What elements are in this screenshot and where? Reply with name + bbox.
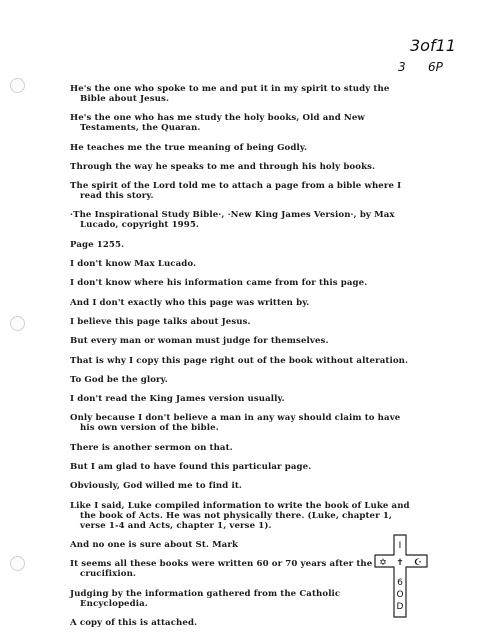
cross-drawing — [373, 533, 429, 619]
paragraph: It seems all these books were written 60 or 70 years after the crucifixion. — [70, 559, 373, 580]
paragraph: Like I said, Luke compiled information to write the book of Luke and the book of Acts. He was not physically there. (Luke, chapter 1, verse 1-4 and Acts, chapter 1, verse 1). — [70, 500, 410, 531]
cross-letter: D — [396, 602, 404, 612]
paragraph: He's the one who spoke to me and put it in my spirit to study the Bible about Jesus. — [70, 84, 390, 104]
christian-cross-icon: ✝ — [396, 558, 404, 568]
star-of-david-icon: ✡ — [379, 558, 387, 568]
paragraph: The spirit of the Lord told me to attach a page from a bible where I read this story. — [70, 181, 402, 202]
paragraph: Only because I don't believe a man in any way should claim to have his own version of the bible. — [70, 413, 401, 434]
paragraph: I don't know where his information came from for this page. — [70, 278, 368, 289]
crescent-star-icon: ☪ — [413, 558, 423, 568]
paragraph: He's the one who has me study the holy books, Old and New Testaments, the Quaran. — [70, 113, 365, 134]
page-code-mark: 6P — [428, 60, 443, 74]
paragraph: And no one is sure about St. Mark — [70, 539, 239, 550]
paragraph: ·The Inspirational Study Bible·, ·New King James Version·, by Max Lucado, copyright 1995. — [70, 210, 395, 231]
paragraph: I don't read the King James version usually. — [70, 394, 285, 405]
paragraph: I don't know Max Lucado. — [70, 259, 197, 270]
page-count-mark: 3of11 — [410, 36, 456, 55]
paragraph: But I am glad to have found this particular page. — [70, 462, 312, 473]
cross-letter: O — [396, 590, 404, 600]
paragraph: He teaches me the true meaning of being Godly. — [70, 142, 308, 153]
paragraph: Page 1255. — [70, 239, 125, 250]
punch-hole-bottom — [10, 556, 25, 571]
paragraph: Through the way he speaks to me and through his holy books. — [70, 161, 376, 172]
paragraph: That is why I copy this page right out of the book without alteration. — [70, 355, 409, 366]
cross-letter: 6 — [397, 578, 403, 588]
paragraph: To God be the glory. — [70, 374, 168, 385]
cross-top-label: I — [398, 541, 402, 551]
punch-hole-middle — [10, 316, 25, 331]
paragraph: But every man or woman must judge for themselves. — [70, 336, 329, 347]
paragraph: There is another sermon on that. — [70, 442, 233, 453]
paragraph: A copy of this is attached. — [70, 617, 198, 628]
cross-outline-icon — [373, 533, 429, 619]
paragraph: I believe this page talks about Jesus. — [70, 316, 251, 327]
document-body — [70, 84, 410, 637]
punch-hole-top — [10, 78, 25, 93]
paragraph: Judging by the information gathered from the Catholic Encyclopedia. — [70, 588, 341, 609]
paragraph: Obviously, God willed me to find it. — [70, 481, 243, 492]
paragraph: And I don't exactly who this page was written by. — [70, 297, 310, 308]
page-number-mark: 3 — [398, 60, 406, 74]
